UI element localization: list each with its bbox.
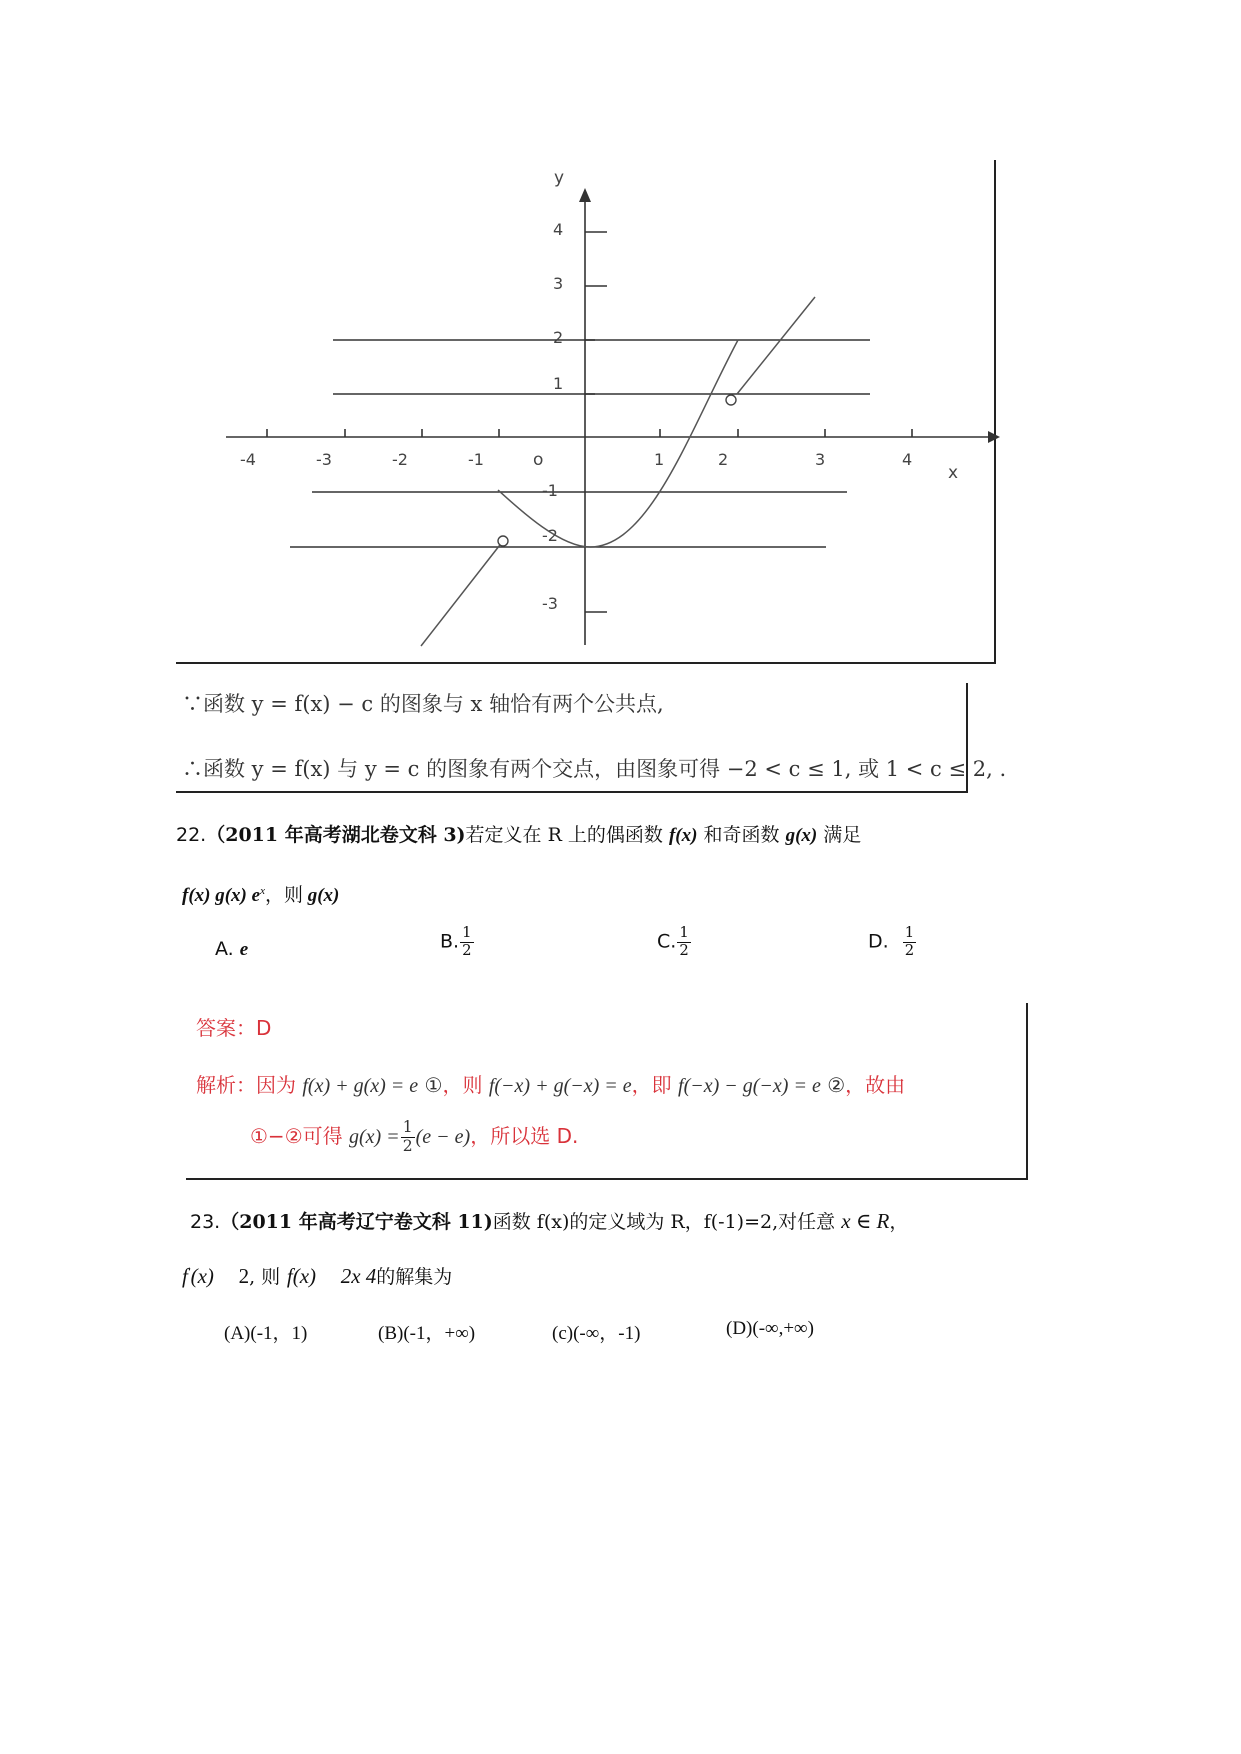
q22-stem-a: 若定义在 R 上的偶函数 <box>465 824 663 846</box>
answer22-t7: D. <box>556 1124 579 1148</box>
y-axis-label: y <box>554 168 565 188</box>
curve-right-segment <box>737 297 815 394</box>
x-tick-label: 3 <box>815 450 826 469</box>
y-tick-label: -1 <box>542 481 558 500</box>
y-tick-label: -3 <box>542 594 558 613</box>
q22-stem-line-1 <box>176 820 861 847</box>
curve-parabola <box>498 340 738 547</box>
q22-option-b-label: B. <box>440 930 460 953</box>
x-tick-label: -2 <box>392 450 408 469</box>
q22-stem-line-2 <box>182 880 339 907</box>
answer22-e6: ) <box>463 1126 471 1148</box>
q22-line2-d: ，则 <box>264 885 303 906</box>
prev-solution-line-1: ∵函数 y = f(x) − c 的图象与 x 轴恰有两个公共点, <box>182 692 664 716</box>
x-axis-arrow <box>988 431 1000 443</box>
open-point-left <box>498 536 508 546</box>
q23-line2-e: f(x) <box>286 1264 317 1288</box>
q22-option-c-label: C. <box>657 930 677 953</box>
q22-line2-b: e <box>251 885 261 906</box>
x-tick-label: -4 <box>240 450 256 469</box>
prev-solution-line-2: ∴函数 y = f(x) 与 y = c 的图象有两个交点，由图象可得 −2 < c ≤ 1, 或 1 < c ≤ 2, . <box>182 757 1007 781</box>
answer22-c1: ① <box>424 1073 443 1097</box>
half-den: 2 <box>462 941 472 959</box>
q22-line2-c: x <box>260 884 265 897</box>
answer22-t1: 因为 <box>256 1073 296 1097</box>
q22-option-b[interactable] <box>440 926 475 959</box>
q22-line2-a: f(x) g(x) <box>182 885 252 906</box>
answer22-e2: f(−x) + g(−x) = e <box>488 1075 632 1097</box>
q23-option-c[interactable]: (c)(-∞，-1) <box>552 1323 641 1344</box>
q23-stem-line-1 <box>190 1207 908 1234</box>
answer22-answer-label: 答案： <box>196 1016 256 1040</box>
answer22-e5: (e − e <box>415 1126 464 1148</box>
function-graph <box>0 0 1241 700</box>
answer22-analysis-line-2 <box>250 1120 578 1155</box>
q22-line2-e: g(x) <box>307 885 340 906</box>
answer22-analysis-line-1 <box>196 1069 905 1098</box>
x-tick-label: -3 <box>316 450 332 469</box>
x-axis-label: x <box>948 463 959 483</box>
q22-option-d-half <box>903 926 916 959</box>
q22-option-a-expr: e <box>239 939 249 960</box>
answer22-half <box>401 1120 415 1154</box>
half-den: 2 <box>904 941 915 959</box>
q23-stem-c: ， <box>889 1211 909 1233</box>
answer22-t3: ，即 <box>631 1073 672 1097</box>
q22-option-a-label: A. <box>215 938 234 960</box>
q22-option-c-half <box>677 926 690 959</box>
q23-source: （2011 年高考辽宁卷文科 11) <box>220 1211 493 1233</box>
q22-number: 22. <box>176 824 207 846</box>
origin-label: o <box>533 450 544 470</box>
curve-left-segment <box>421 541 503 646</box>
q23-stem-b: x ∈ R <box>841 1209 890 1233</box>
x-tick-label: -1 <box>468 450 484 469</box>
answer22-c2: ② <box>827 1073 846 1097</box>
y-tick-label: 3 <box>553 274 564 293</box>
x-tick-label: 4 <box>902 450 913 469</box>
q22-option-b-half <box>460 926 473 959</box>
q23-line2-f: 2x 4 <box>340 1264 377 1288</box>
y-tick-label: 4 <box>553 220 564 239</box>
half-den: 2 <box>679 941 689 959</box>
q22-option-d-label: D. <box>868 930 889 953</box>
x-tick-label: 2 <box>718 450 729 469</box>
q23-line2-b: (x) <box>190 1264 214 1288</box>
q23-option-b[interactable]: (B)(-1，+∞) <box>378 1323 476 1344</box>
half-num: 1 <box>402 1118 413 1137</box>
q23-line2-c: 2 <box>238 1264 250 1288</box>
q23-line2-a: f <box>182 1264 188 1288</box>
q22-option-a[interactable] <box>215 938 248 961</box>
answer22-t5: ①−②可得 <box>250 1124 343 1148</box>
answer22-t6: ，所以选 <box>470 1124 551 1148</box>
answer22-e1: f(x) + g(x) = e <box>302 1075 419 1097</box>
q22-gx: g(x) <box>785 825 818 846</box>
half-num: 1 <box>462 924 472 941</box>
y-axis-arrow <box>579 188 591 202</box>
open-point-right <box>726 395 736 405</box>
q22-stem-c: 满足 <box>823 824 862 846</box>
q23-stem-line-2: f'(x) 2, 则 f(x) 2x 4的解集为 <box>182 1264 453 1288</box>
q22-stem-b: 和奇函数 <box>703 824 780 846</box>
x-tick-marks <box>267 429 912 437</box>
q23-stem-a: 函数 f(x)的定义域为 R，f(-1)=2,对任意 <box>492 1211 836 1233</box>
y-tick-label: -2 <box>542 526 558 545</box>
y-tick-marks <box>585 232 607 612</box>
q23-number: 23. <box>190 1211 221 1233</box>
q22-source: （2011 年高考湖北卷文科 3) <box>206 824 466 846</box>
q22-fx: f(x) <box>668 825 698 846</box>
answer22-t2: ，则 <box>442 1073 483 1097</box>
q22-option-c[interactable] <box>657 926 692 959</box>
y-tick-label: 1 <box>553 374 564 393</box>
answer22-analysis-label: 解析： <box>196 1073 256 1097</box>
q23-line2-g: 的解集为 <box>376 1266 453 1288</box>
answer22-e4: g(x) = <box>348 1126 400 1148</box>
q22-option-d[interactable] <box>868 926 917 959</box>
q23-option-d[interactable]: (D)(-∞,+∞) <box>726 1318 814 1339</box>
answer22-answer-value: D <box>256 1016 272 1040</box>
half-den: 2 <box>402 1137 413 1155</box>
answer22-answer-line <box>196 1012 271 1041</box>
q23-option-a[interactable]: (A)(-1，1) <box>224 1323 308 1344</box>
x-tick-label: 1 <box>654 450 665 469</box>
half-num: 1 <box>679 924 689 941</box>
y-tick-label: 2 <box>553 328 564 347</box>
answer22-t4: ，故由 <box>845 1073 906 1097</box>
half-num: 1 <box>904 924 915 941</box>
q23-line2-d: , 则 <box>249 1266 281 1288</box>
answer22-e3: f(−x) − g(−x) = e <box>678 1075 821 1097</box>
